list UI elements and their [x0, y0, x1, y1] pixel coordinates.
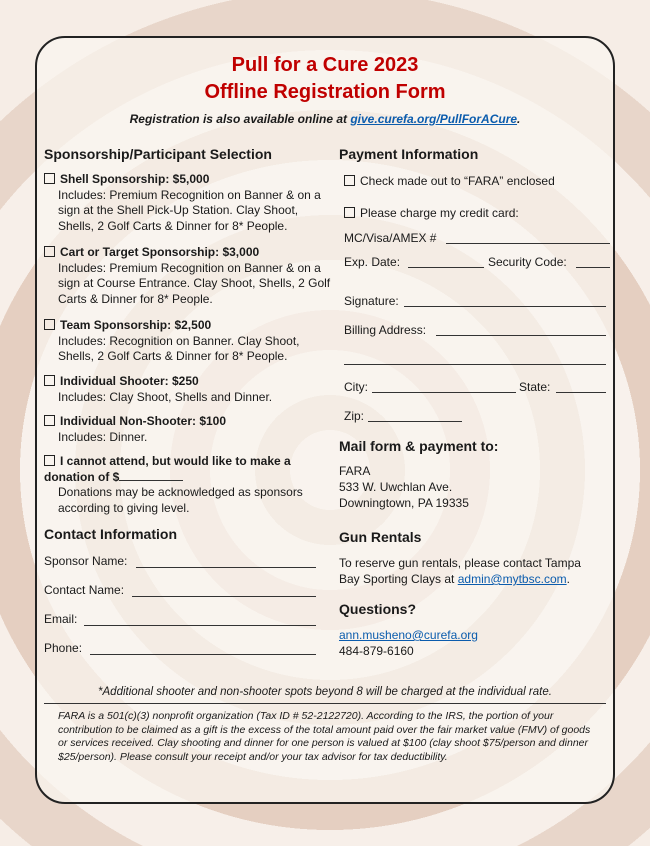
option-desc: Includes: Premium Recognition on Banner & on a sign at the Shell Pick-Up Station. Clay Shoot, Shells, 2 Golf Carts & Dinner for 8* People.	[58, 187, 321, 233]
phone-field[interactable]	[90, 654, 316, 655]
billing-address-label: Billing Address:	[344, 323, 427, 337]
checkbox[interactable]	[44, 415, 55, 426]
phone-label: Phone:	[44, 641, 83, 655]
credit-card-option[interactable]	[344, 205, 519, 221]
state-field[interactable]	[556, 392, 606, 393]
online-suffix: .	[517, 112, 521, 126]
security-code-field[interactable]	[576, 267, 610, 268]
donation-amount-line[interactable]	[119, 470, 183, 481]
checkbox[interactable]	[44, 319, 55, 330]
checkbox[interactable]	[44, 246, 55, 257]
city-field[interactable]	[372, 392, 516, 393]
option-title: Individual Shooter: $250	[60, 374, 199, 388]
email-field[interactable]	[84, 625, 316, 626]
exp-date-label: Exp. Date:	[344, 255, 401, 269]
gun-rentals-heading: Gun Rentals	[339, 529, 422, 545]
online-registration-link[interactable]: give.curefa.org/PullForACure	[350, 112, 518, 126]
state-label: State:	[519, 380, 551, 394]
option-individual-shooter[interactable]	[44, 374, 334, 405]
option-desc: Includes: Premium Recognition on Banner & on a sign at Course Entrance. Clay Shoot, Shells, 2 Golf Carts & Dinner for 8* People.	[58, 260, 331, 306]
checkbox[interactable]	[344, 207, 355, 218]
sponsor-name-field[interactable]	[136, 567, 316, 568]
mail-address-line2: 533 W. Uwchlan Ave.	[339, 480, 453, 494]
option-cart-target-sponsorship[interactable]	[44, 245, 334, 307]
questions-phone: 484-879-6160	[339, 644, 414, 658]
option-team-sponsorship[interactable]	[44, 318, 334, 365]
contact-name-field[interactable]	[132, 596, 316, 597]
online-prefix: Registration is also available online at	[129, 112, 351, 126]
page-title: Pull for a Cure 2023	[231, 54, 419, 76]
gun-rentals-text2: Bay Sporting Clays at	[339, 572, 458, 586]
tax-disclaimer: FARA is a 501(c)(3) nonprofit organization (Tax ID # 52-2122720). According to the IRS, the portion of your contribution to be claimed as a gift is the excess of the total amount paid over the fair market value (FMV) of goods or services received. Clay shooting and dinner for one person is valued at $100 (clay shoot $75/person and dinner $25/person). Please consult your receipt and/or your tax advisor for tax deductibility.	[58, 710, 591, 763]
checkbox[interactable]	[44, 455, 55, 466]
checkbox[interactable]	[44, 375, 55, 386]
payment-heading: Payment Information	[339, 146, 479, 162]
page-subtitle: Offline Registration Form	[204, 81, 446, 103]
gun-rentals-suffix: .	[566, 572, 570, 586]
checkbox[interactable]	[344, 175, 355, 186]
option-title: Team Sponsorship: $2,500	[60, 318, 212, 332]
contact-name-label: Contact Name:	[44, 583, 125, 597]
signature-label: Signature:	[344, 294, 399, 308]
card-number-field[interactable]	[446, 243, 610, 244]
sponsor-name-label: Sponsor Name:	[44, 554, 128, 568]
option-title: Shell Sponsorship: $5,000	[60, 172, 210, 186]
gun-rentals-email-link[interactable]: admin@mytbsc.com	[457, 572, 567, 586]
option-shell-sponsorship[interactable]	[44, 172, 334, 234]
signature-field[interactable]	[404, 306, 606, 307]
additional-spots-note: *Additional shooter and non-shooter spots beyond 8 will be charged at the individual rate.	[98, 686, 552, 698]
check-option-label: Check made out to “FARA” enclosed	[360, 174, 555, 188]
option-desc: Donations may be acknowledged as sponsors according to giving level.	[58, 485, 303, 515]
option-donation[interactable]	[44, 454, 314, 516]
option-title: Cart or Target Sponsorship: $3,000	[60, 245, 260, 259]
option-desc: Includes: Clay Shoot, Shells and Dinner.	[58, 389, 273, 404]
security-code-label: Security Code:	[488, 255, 567, 269]
email-label: Email:	[44, 612, 78, 626]
gun-rentals-text: To reserve gun rentals, please contact Tampa	[339, 556, 581, 570]
billing-address-field[interactable]	[436, 335, 606, 336]
check-option[interactable]	[344, 173, 555, 189]
billing-address-field-2[interactable]	[344, 364, 606, 365]
contact-heading: Contact Information	[44, 526, 177, 542]
gun-rentals-contact	[339, 571, 570, 587]
questions-heading: Questions?	[339, 601, 417, 617]
footer-divider	[44, 703, 606, 704]
zip-label: Zip:	[344, 409, 365, 423]
zip-field[interactable]	[368, 421, 462, 422]
questions-email-link[interactable]: ann.musheno@curefa.org	[339, 628, 478, 642]
option-title: I cannot attend, but would like to make a donation of $	[44, 454, 291, 484]
option-individual-non-shooter[interactable]	[44, 414, 334, 445]
mail-address-line1: FARA	[339, 464, 371, 478]
option-title: Individual Non-Shooter: $100	[60, 414, 227, 428]
checkbox[interactable]	[44, 173, 55, 184]
mail-address-line3: Downingtown, PA 19335	[339, 496, 469, 510]
online-registration-note	[0, 112, 650, 126]
city-label: City:	[344, 380, 368, 394]
exp-date-field[interactable]	[408, 267, 484, 268]
option-desc: Includes: Recognition on Banner. Clay Shoot, Shells, 2 Golf Carts & Dinner for 8* People.	[58, 333, 300, 363]
option-desc: Includes: Dinner.	[58, 429, 148, 444]
credit-card-option-label: Please charge my credit card:	[360, 206, 519, 220]
mail-heading: Mail form & payment to:	[339, 438, 499, 454]
card-number-label: MC/Visa/AMEX #	[344, 231, 437, 245]
sponsorship-heading: Sponsorship/Participant Selection	[44, 146, 272, 162]
